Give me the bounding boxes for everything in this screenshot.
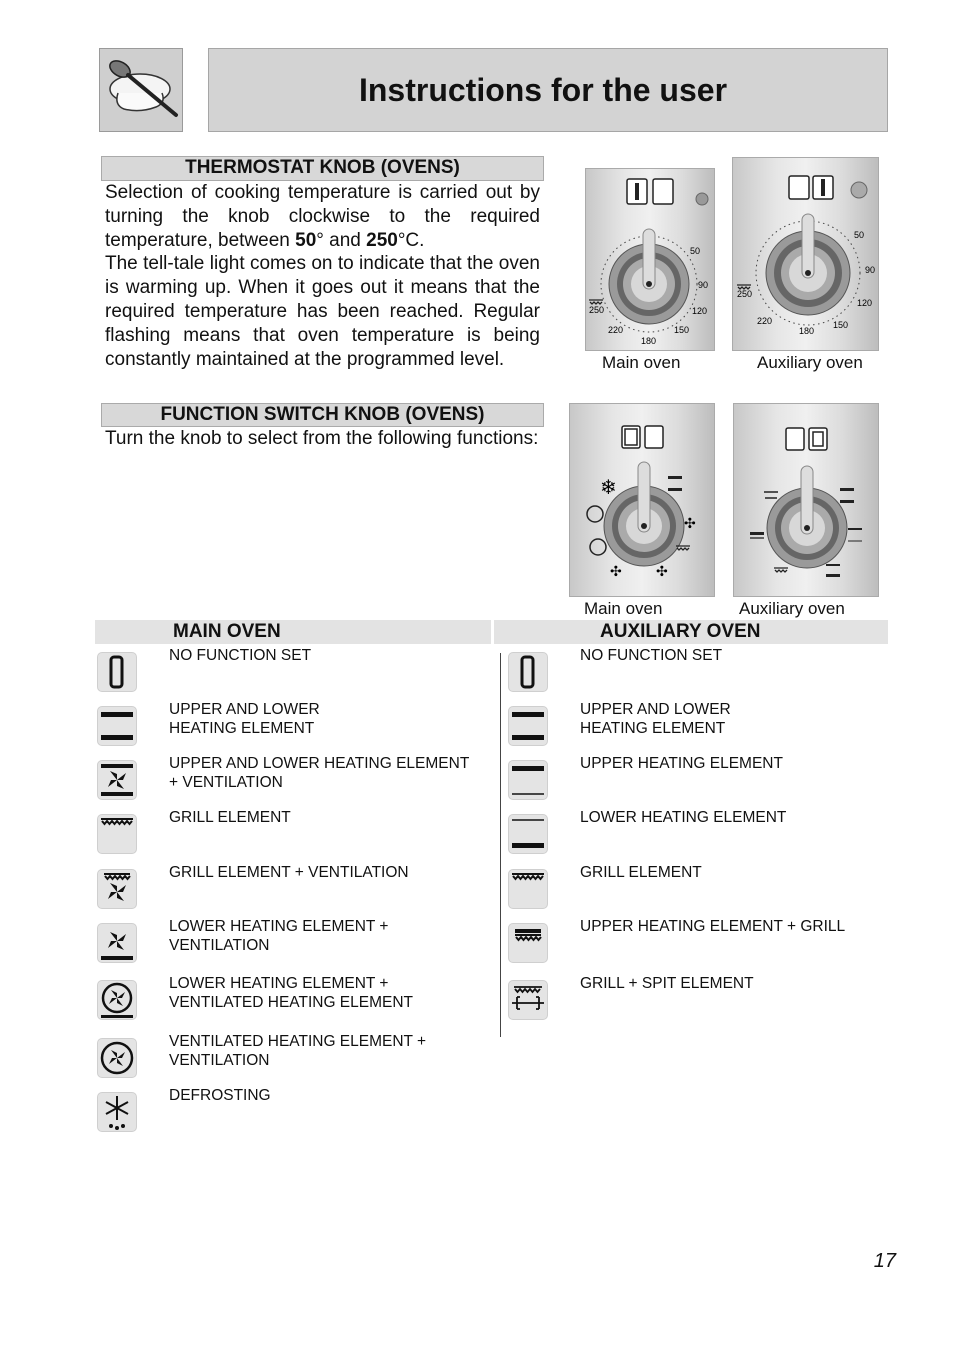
no-function-icon: [508, 652, 548, 692]
thermostat-text: [105, 181, 540, 371]
svg-text:✣: ✣: [656, 564, 668, 580]
caption-thermo-aux: Auxiliary oven: [757, 353, 863, 372]
row-label: LOWER HEATING ELEMENT + VENTILATION: [169, 918, 389, 954]
aux-oven-heading: AUXILIARY OVEN: [600, 621, 761, 642]
row-label: DEFROSTING: [169, 1087, 271, 1104]
page-title: Instructions for the user: [358, 71, 728, 108]
tick-label: 90: [698, 280, 709, 290]
grill-spit-icon: [508, 980, 548, 1020]
row-label: GRILL ELEMENT + VENTILATION: [169, 864, 409, 881]
no-function-icon: [97, 652, 137, 692]
list-item: [97, 975, 414, 1020]
row-label: GRILL ELEMENT: [580, 864, 702, 881]
tick-label: 250: [589, 305, 605, 315]
svg-text:✣: ✣: [684, 516, 696, 532]
defrost-icon: [97, 1092, 137, 1132]
thermostat-knob-aux: [732, 157, 879, 351]
tick-label: 150: [674, 325, 690, 335]
thermostat-heading: THERMOSTAT KNOB (OVENS): [101, 156, 544, 181]
list-item: [97, 755, 470, 800]
tick-label: 90: [865, 265, 876, 275]
lower-fan-icon: [97, 923, 137, 963]
list-item: [97, 918, 389, 963]
function-knob-aux: [733, 403, 879, 597]
text-run: Selection of cooking temperature is carried out by turning the knob clockwise to the required temperature, between: [105, 182, 540, 251]
spoon-chef-hat-icon: [100, 49, 182, 131]
caption-func-aux: Auxiliary oven: [739, 599, 845, 618]
row-label: GRILL + SPIT ELEMENT: [580, 975, 754, 992]
tick-label: 120: [857, 298, 873, 308]
row-label: UPPER AND LOWER HEATING ELEMENT + VENTILATION: [169, 755, 470, 791]
list-item: [508, 647, 723, 692]
title-bar: [208, 48, 888, 132]
thermostat-knob-main: [585, 168, 715, 351]
function-switch-text: Turn the knob to select from the following functions:: [105, 428, 539, 449]
row-label: UPPER AND LOWER HEATING ELEMENT: [580, 701, 731, 737]
function-switch-heading: FUNCTION SWITCH KNOB (OVENS): [101, 403, 544, 427]
list-item: [97, 647, 312, 692]
list-item: [508, 755, 783, 800]
list-item: [508, 975, 754, 1020]
upper-lower-heating-icon: [97, 706, 137, 746]
upper-heating-icon: [508, 760, 548, 800]
max-temp: 250: [366, 229, 398, 251]
row-label: UPPER AND LOWER HEATING ELEMENT: [169, 701, 320, 737]
ventilated-heating-fan-icon: [97, 1038, 137, 1078]
tick-label: 150: [833, 320, 849, 330]
function-knob-aux-graphic: [734, 404, 880, 598]
min-temp: 50: [295, 229, 317, 251]
row-label: NO FUNCTION SET: [580, 647, 723, 664]
page-number: 17: [873, 1250, 896, 1272]
tick-label: 220: [757, 316, 773, 326]
lower-ventilated-heating-icon: [97, 980, 137, 1020]
function-knob-main: [569, 403, 715, 597]
tick-label: 250: [737, 289, 753, 299]
logo: [99, 48, 183, 132]
thermostat-knob-aux-graphic: [733, 158, 880, 352]
svg-text:❄: ❄: [600, 475, 617, 499]
tick-label: 180: [641, 336, 657, 346]
row-label: VENTILATED HEATING ELEMENT + VENTILATION: [169, 1033, 427, 1069]
lower-heating-icon: [508, 814, 548, 854]
column-divider: [500, 653, 501, 1037]
row-label: UPPER HEATING ELEMENT + GRILL: [580, 918, 846, 935]
row-label: GRILL ELEMENT: [169, 809, 291, 826]
text-run: °C.: [397, 229, 425, 251]
row-label: LOWER HEATING ELEMENT + VENTILATED HEATING ELEMENT: [169, 975, 414, 1011]
list-item: [508, 864, 702, 909]
tick-label: 220: [608, 325, 624, 335]
tick-label: 180: [799, 326, 815, 336]
main-oven-heading-bar: [95, 620, 491, 644]
svg-text:✣: ✣: [610, 564, 622, 580]
list-item: [508, 701, 731, 746]
row-label: UPPER HEATING ELEMENT: [580, 755, 783, 772]
thermostat-paragraph-2: The tell-tale light comes on to indicate that the oven is warming up. When it goes out it means that the required temperature has been reached. Regular flashing means that oven temperature is being constantly maintained at the programmed level.: [105, 253, 540, 370]
main-oven-heading: MAIN OVEN: [173, 621, 281, 642]
list-item: [508, 918, 846, 963]
caption-func-main: Main oven: [584, 599, 663, 618]
list-item: [97, 1087, 271, 1132]
upper-grill-icon: [508, 923, 548, 963]
tick-label: 50: [690, 246, 701, 256]
grill-fan-icon: [97, 869, 137, 909]
caption-thermo-main: Main oven: [602, 353, 681, 372]
thermostat-paragraph-1: [105, 181, 540, 252]
row-label: LOWER HEATING ELEMENT: [580, 809, 787, 826]
row-label: NO FUNCTION SET: [169, 647, 312, 664]
tick-label: 120: [692, 306, 708, 316]
list-item: [97, 864, 409, 909]
upper-lower-heating-icon: [508, 706, 548, 746]
thermostat-knob-main-graphic: [586, 169, 716, 352]
grill-icon: [97, 814, 137, 854]
upper-lower-fan-icon: [97, 760, 137, 800]
list-item: [508, 809, 787, 854]
tick-label: 50: [854, 230, 865, 240]
list-item: [97, 1033, 427, 1078]
text-run: ° and: [316, 229, 367, 251]
grill-icon: [508, 869, 548, 909]
aux-oven-heading-bar: [494, 620, 888, 644]
list-item: [97, 809, 291, 854]
list-item: [97, 701, 320, 746]
function-knob-main-graphic: [570, 404, 716, 598]
